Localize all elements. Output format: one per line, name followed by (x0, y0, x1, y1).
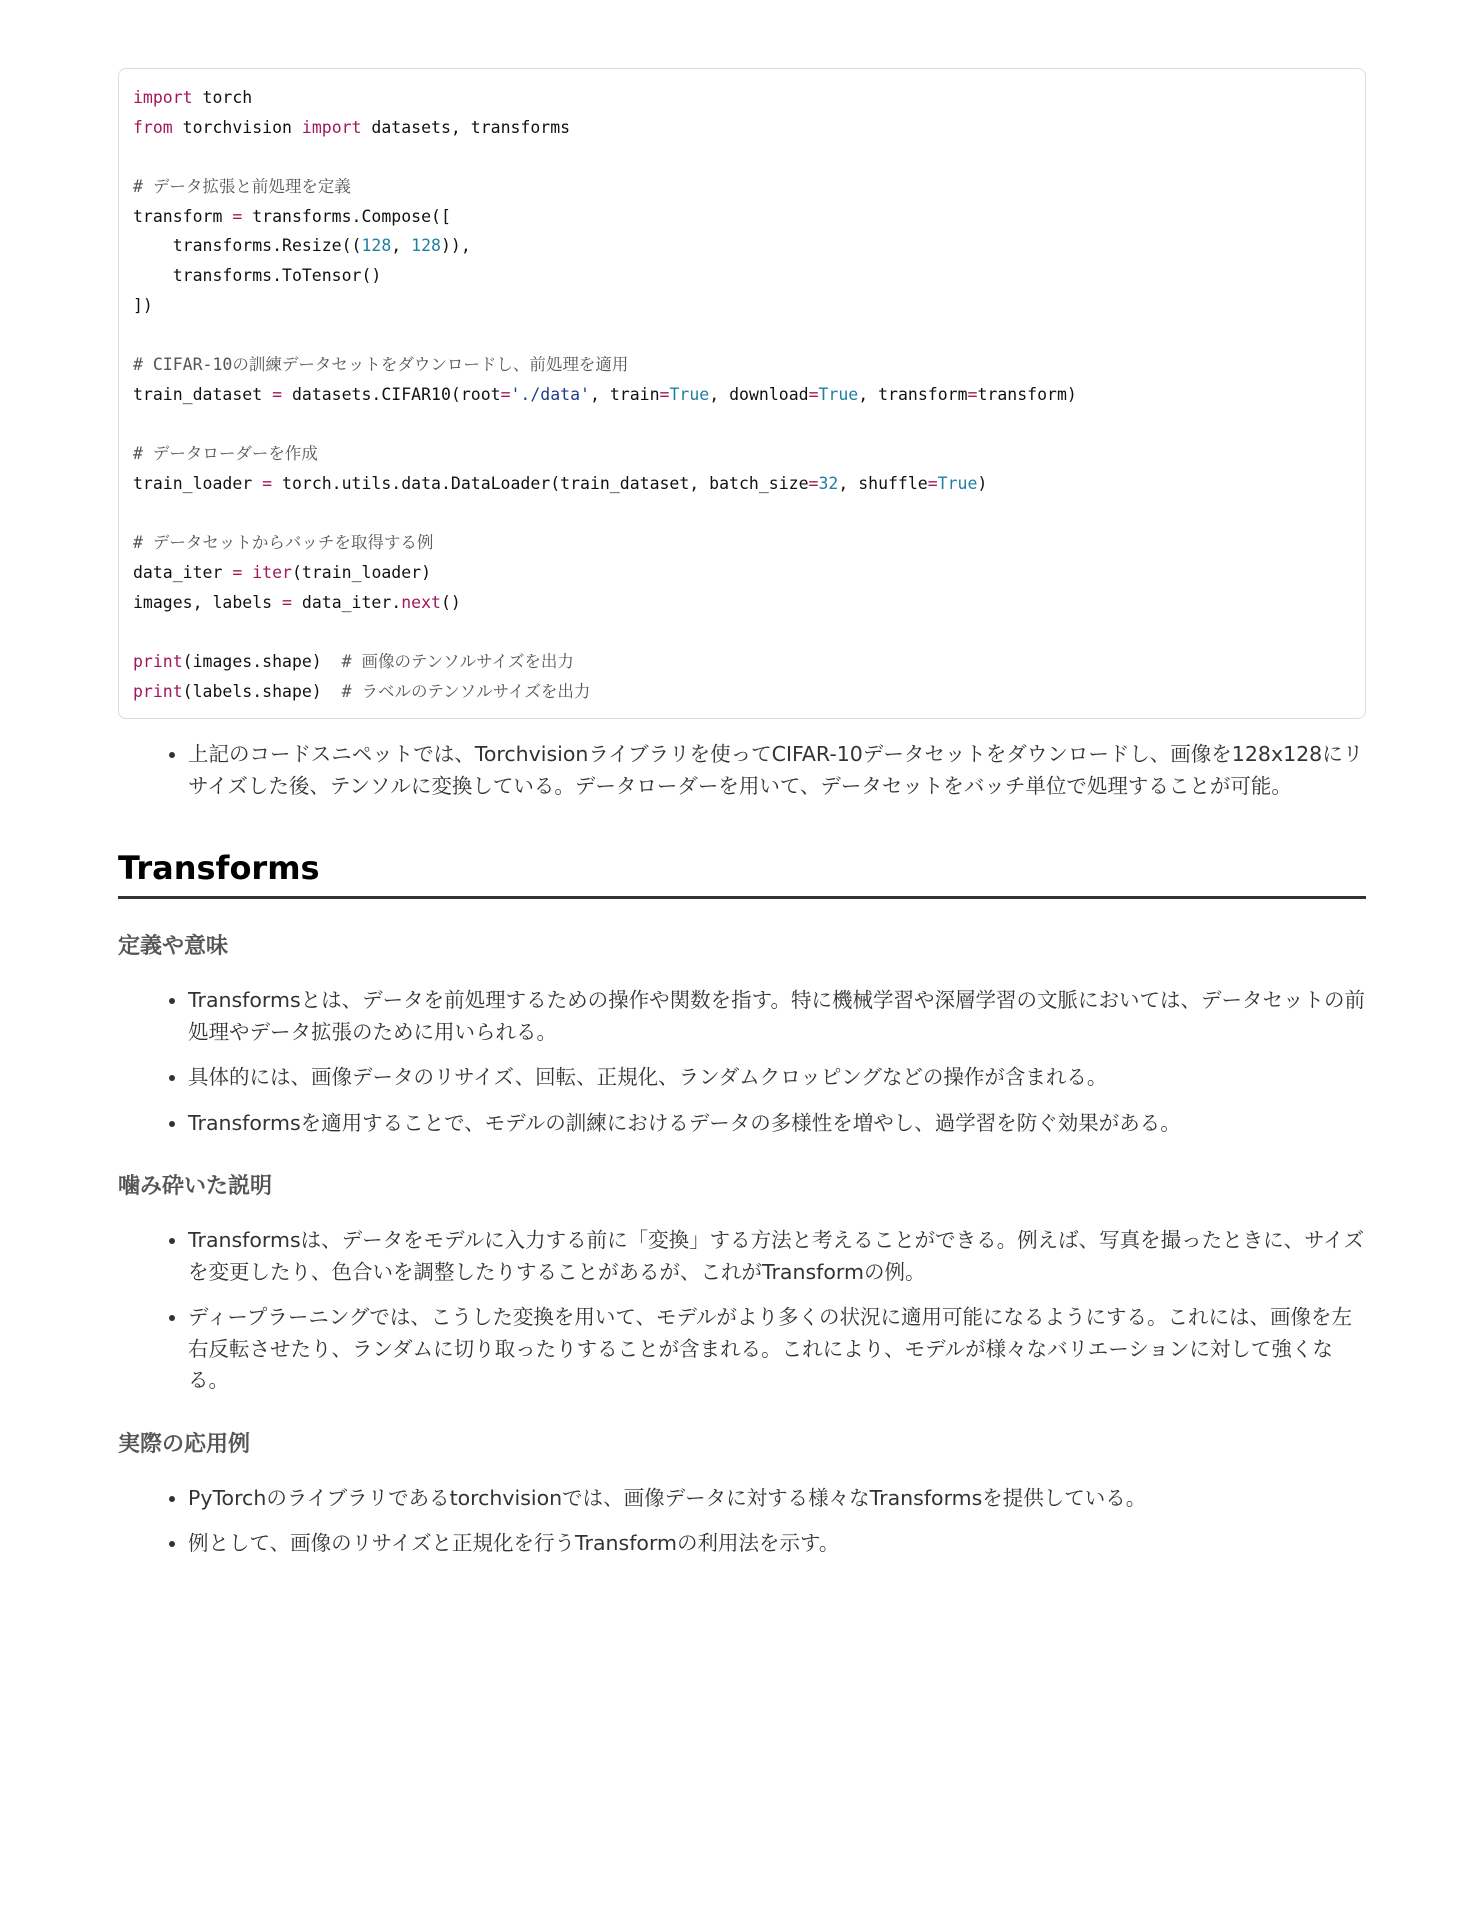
code-token: transforms.ToTensor() (133, 266, 382, 286)
code-token: torch.utils.data.DataLoader(train_dataset, batch_size (272, 473, 809, 493)
code-token: images, labels (133, 592, 283, 612)
code-line (133, 113, 1351, 143)
code-token: = (927, 473, 938, 493)
code-token: 128 (411, 236, 441, 256)
bullet-list (118, 1483, 1366, 1560)
code-token: './data' (510, 384, 590, 404)
code-token: datasets, transforms (361, 117, 571, 137)
code-token: import (133, 88, 193, 107)
code-token: () (440, 592, 461, 612)
code-line (133, 558, 1351, 588)
code-token: ) (977, 473, 988, 493)
section-title: Transforms (118, 848, 1366, 899)
list-item: • ディープラーニングでは、こうした変換を用いて、モデルがより多くの状況に適用可能になるようにする。これには、画像を左右反転させたり、ランダムに切り取ったりすることが含まれる。これにより、モデルが様々なバリエーションに対して強くなる。 (188, 1302, 1366, 1397)
code-token: (labels.shape) (182, 681, 342, 701)
bullet-list (118, 985, 1366, 1139)
code-token: transforms.Compose([ (242, 206, 451, 226)
code-token: = (272, 384, 283, 404)
code-token: # データ拡張と前処理を定義 (133, 177, 351, 197)
code-token: transform (133, 206, 233, 226)
code-line (133, 142, 1351, 172)
code-token: = (967, 384, 978, 404)
code-line (133, 647, 1351, 677)
code-token: # ラベルのテンソルサイズを出力 (341, 681, 591, 701)
intro-bullet-list (118, 739, 1366, 802)
code-token: True (669, 384, 710, 404)
code-token: # CIFAR-10の訓練データセットをダウンロードし、前処理を適用 (133, 355, 629, 375)
code-token: # データセットからバッチを取得する例 (133, 533, 434, 553)
code-line (133, 261, 1351, 291)
code-token: True (937, 473, 978, 493)
code-token: = (659, 384, 670, 404)
code-token: = (262, 473, 273, 493)
list-item: • 上記のコードスニペットでは、Torchvisionライブラリを使ってCIFAR-10データセットをダウンロードし、画像を128x128にリサイズした後、テンソルに変換している。データローダーを用いて、データセットをバッチ単位で処理することが可能。 (188, 739, 1366, 802)
list-item: • Transformsとは、データを前処理するための操作や関数を指す。特に機械学習や深層学習の文脈においては、データセットの前処理やデータ拡張のために用いられる。 (188, 985, 1366, 1048)
code-token: (train_loader) (291, 563, 432, 582)
code-line (133, 410, 1351, 440)
code-token (242, 563, 252, 582)
code-line (133, 172, 1351, 202)
code-token: 128 (361, 236, 392, 256)
code-line (133, 350, 1351, 380)
code-token: , download (709, 384, 809, 404)
code-token: import (301, 117, 362, 137)
code-token: torchvision (172, 117, 302, 137)
list-item: • Transformsを適用することで、モデルの訓練におけるデータの多様性を増やし、過学習を防ぐ効果がある。 (188, 1108, 1366, 1140)
code-line (133, 380, 1351, 410)
code-token: torch (192, 88, 253, 107)
code-token: datasets.CIFAR10(root (282, 384, 501, 404)
code-line (133, 291, 1351, 321)
code-token: next (401, 592, 441, 612)
code-token: transforms.Resize(( (133, 236, 362, 256)
code-token: ]) (133, 295, 153, 315)
code-line (133, 321, 1351, 351)
code-token: , shuffle (838, 473, 928, 493)
subsections (118, 933, 1366, 1560)
code-token: , train (589, 384, 660, 404)
code-token: data_iter. (291, 592, 402, 612)
code-line (133, 439, 1351, 469)
bullet-list (118, 1225, 1366, 1397)
code-token: = (808, 384, 819, 404)
list-item: • Transformsは、データをモデルに入力する前に「変換」する方法と考えることができる。例えば、写真を撮ったときに、サイズを変更したり、色合いを調整したりすることがあるが、これがTransformの例。 (188, 1225, 1366, 1288)
code-line (133, 617, 1351, 647)
code-line (133, 588, 1351, 618)
code-token: (images.shape) (182, 652, 342, 672)
code-token: # 画像のテンソルサイズを出力 (341, 652, 574, 672)
code-line (133, 83, 1351, 113)
code-line (133, 202, 1351, 232)
subsection-heading: 実際の応用例 (118, 1431, 251, 1457)
code-line (133, 499, 1351, 529)
code-token: train_loader (133, 473, 263, 493)
code-token: )), (440, 236, 471, 256)
code-token: data_iter (133, 563, 233, 582)
code-token: # データローダーを作成 (133, 444, 318, 464)
code-token: print (133, 652, 183, 672)
code-token: = (500, 384, 511, 404)
code-token: , (391, 236, 412, 256)
code-token: from (133, 117, 173, 137)
document-page (118, 68, 1366, 1574)
code-line (133, 528, 1351, 558)
list-item: • PyTorchのライブラリであるtorchvisionでは、画像データに対する様々なTransformsを提供している。 (188, 1483, 1366, 1515)
code-token: = (808, 473, 819, 493)
list-item: • 例として、画像のリサイズと正規化を行うTransformの利用法を示す。 (188, 1528, 1366, 1560)
list-item: • 具体的には、画像データのリサイズ、回転、正規化、ランダムクロッピングなどの操作が含まれる。 (188, 1062, 1366, 1094)
code-line (133, 469, 1351, 499)
code-token: , transform (858, 384, 968, 404)
code-token: transform) (977, 384, 1077, 404)
code-token: 32 (818, 473, 839, 493)
code-block (118, 68, 1366, 719)
code-line (133, 677, 1351, 707)
code-token: = (282, 592, 292, 612)
code-line (133, 231, 1351, 261)
code-token: = (232, 206, 243, 226)
code-token: True (818, 384, 859, 404)
code-token: print (133, 681, 183, 701)
code-token: train_dataset (133, 384, 273, 404)
subsection-heading: 噛み砕いた説明 (118, 1174, 273, 1200)
code-token: = (232, 563, 243, 582)
subsection-heading: 定義や意味 (118, 934, 229, 960)
code-token: iter (252, 563, 292, 582)
